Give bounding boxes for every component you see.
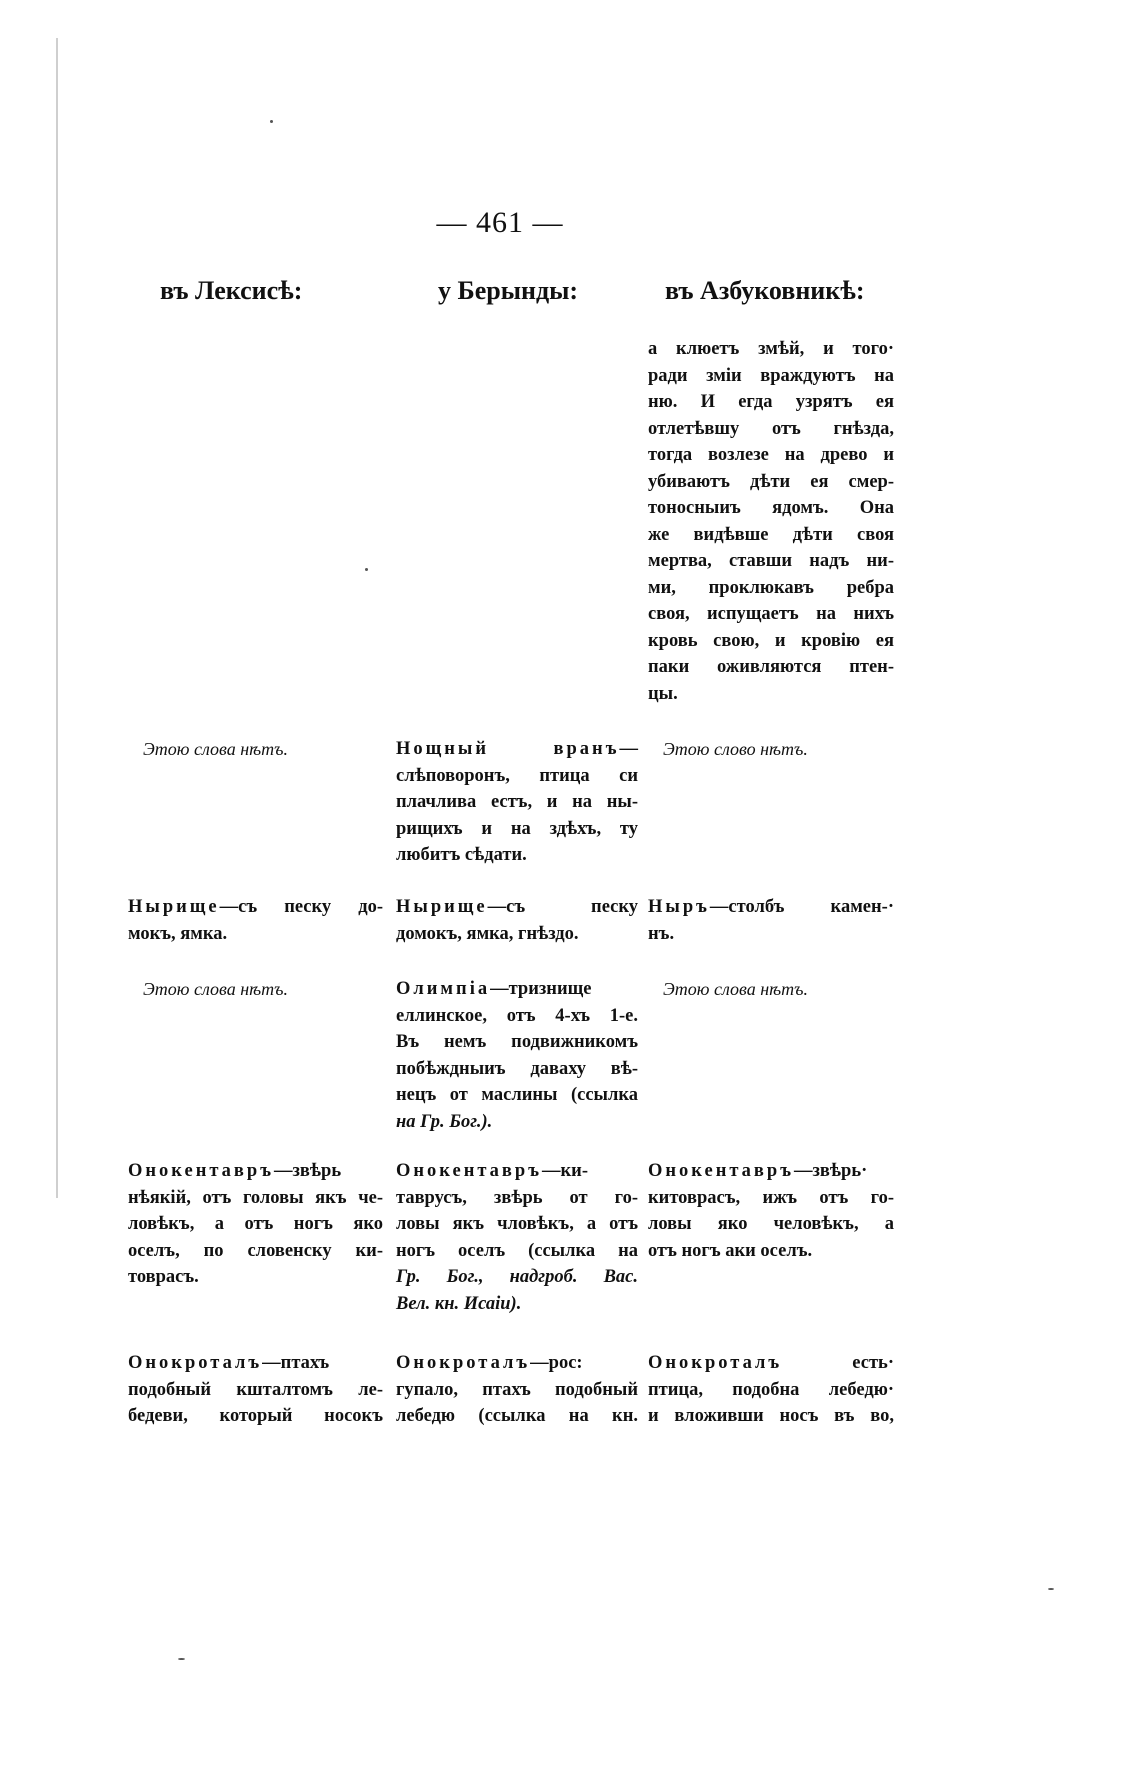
text-line: ногъ оселъ (ссылка на bbox=[396, 1240, 638, 1261]
header-lexis: въ Лексисѣ: bbox=[160, 276, 303, 305]
text-line bbox=[128, 1350, 383, 1377]
entry-headword: Онокентавръ bbox=[648, 1161, 794, 1181]
text-line: ловѣкъ, а отъ ногъ яко bbox=[128, 1214, 383, 1234]
reference-note: Вел. кн. Исаiи). bbox=[396, 1293, 522, 1314]
text-fragment: —ки- bbox=[542, 1161, 588, 1181]
text-line: еллинское, отъ 4-хъ 1-е. bbox=[396, 1005, 638, 1026]
text-line: таврусъ, звѣрь от го- bbox=[396, 1187, 638, 1208]
entry-azbukovnik-continuation bbox=[648, 336, 894, 707]
text-line: кровь свою, и кровiю ея bbox=[648, 630, 894, 651]
text-fragment: —звѣрь bbox=[274, 1161, 342, 1181]
text-line: а клюетъ змѣй, и того· bbox=[648, 339, 894, 359]
entry-headword: Онокентавръ bbox=[396, 1161, 542, 1181]
entry-headword: Нощный вранъ bbox=[396, 739, 620, 759]
entry-azbukovnik-onokrotal bbox=[648, 1350, 894, 1430]
entry-beryndy-onokentavr bbox=[396, 1158, 638, 1317]
entry-azbukovnik-absent: Этою слово нѣтъ. bbox=[663, 739, 808, 759]
scan-speck bbox=[270, 120, 273, 123]
text-line: подобный кшталтомъ ле- bbox=[128, 1379, 383, 1400]
scan-speck bbox=[178, 1658, 185, 1660]
entry-lexis-nyrishche bbox=[128, 894, 383, 947]
entry-lexis-onokentavr bbox=[128, 1158, 383, 1291]
scan-speck bbox=[1048, 1588, 1054, 1590]
text-line: паки оживляются птен- bbox=[648, 657, 894, 677]
entry-headword: Онокроталъ bbox=[396, 1353, 531, 1373]
entry-headword: Онокроталъ bbox=[128, 1353, 263, 1373]
text-fragment: —рос: bbox=[530, 1353, 583, 1373]
text-line: любитъ сѣдати. bbox=[396, 845, 527, 865]
text-line: товрасъ. bbox=[128, 1267, 199, 1287]
entry-lexis-absent: Этою слова нѣтъ. bbox=[143, 739, 289, 759]
text-fragment: —птахъ bbox=[262, 1353, 330, 1373]
text-line: отлетѣвшу отъ гнѣзда, bbox=[648, 418, 894, 439]
text-line: побѣждныиъ даваху вѣ- bbox=[396, 1058, 638, 1079]
entry-beryndy-noshchny-vran bbox=[396, 736, 638, 869]
scan-speck bbox=[365, 568, 368, 571]
entry-lexis-absent: Этою слова нѣтъ. bbox=[143, 979, 289, 999]
entry-headword: Нырище bbox=[128, 897, 220, 917]
entry-beryndy-nyrishche bbox=[396, 894, 638, 947]
text-line: же видѣвше дѣти своя bbox=[648, 524, 894, 545]
text-line: ради змiи враждуютъ на bbox=[648, 365, 894, 386]
text-line: оселъ, по словенску ки- bbox=[128, 1240, 383, 1261]
text-line: китоврасъ, ижъ отъ го- bbox=[648, 1187, 894, 1208]
text-line: домокъ, ямка, гнѣздо. bbox=[396, 923, 579, 944]
header-azbukovnik: въ Азбуковникѣ: bbox=[665, 276, 865, 305]
entry-azbukovnik-absent: Этою слова нѣтъ. bbox=[663, 979, 809, 999]
text-line: слѣповоронъ, птица си bbox=[396, 765, 638, 786]
text-line: лебедю (ссылка на кн. bbox=[396, 1406, 638, 1426]
text-line: мокъ, ямка. bbox=[128, 923, 228, 944]
text-line: отъ ногъ аки оселъ. bbox=[648, 1240, 813, 1261]
text-fragment: —съ песку до- bbox=[219, 897, 383, 917]
text-line: рищихъ и на здѣхъ, ту bbox=[396, 818, 638, 839]
text-line: мертва, ставши надъ ни- bbox=[648, 551, 894, 571]
text-line: ловы якъ чловѣкъ, а отъ bbox=[396, 1214, 638, 1234]
entry-azbukovnik-nyr bbox=[648, 894, 894, 947]
text-line: и вложивши носъ въ во, bbox=[648, 1406, 894, 1426]
text-fragment: —звѣрь· bbox=[794, 1161, 868, 1181]
text-fragment: —съ песку bbox=[487, 897, 638, 917]
text-line bbox=[396, 1350, 638, 1377]
text-line: плачлива естъ, и на ны- bbox=[396, 792, 638, 812]
text-line bbox=[396, 736, 638, 763]
text-line bbox=[396, 976, 638, 1003]
reference-note: Гр. Бог., надгроб. Вас. bbox=[396, 1267, 638, 1287]
text-line: цы. bbox=[648, 683, 678, 704]
text-line: нъ. bbox=[648, 923, 675, 944]
entry-headword: Олимпiа bbox=[396, 979, 491, 999]
text-line: убиваютъ дѣти ея смер- bbox=[648, 471, 894, 492]
text-line: ми, проклюкавъ ребра bbox=[648, 577, 894, 598]
text-line bbox=[396, 894, 638, 921]
text-line: гупало, птахъ подобный bbox=[396, 1379, 638, 1400]
entry-headword: Нырище bbox=[396, 897, 488, 917]
entry-headword: Ныръ bbox=[648, 897, 710, 917]
text-line: Въ немъ подвижникомъ bbox=[396, 1032, 638, 1052]
text-line: тоносныиъ ядомъ. Она bbox=[648, 498, 894, 518]
text-fragment: есть· bbox=[852, 1353, 894, 1373]
text-line bbox=[128, 894, 383, 921]
text-fragment: —столбъ камен-· bbox=[709, 897, 894, 917]
text-line: птица, подобна лебедю· bbox=[648, 1379, 894, 1400]
page-number: — 461 — bbox=[436, 206, 564, 239]
text-line: нецъ от маслины (ссылка bbox=[396, 1085, 638, 1105]
entry-headword: Онокроталъ bbox=[648, 1353, 783, 1373]
text-fragment: — bbox=[619, 739, 638, 759]
entry-beryndy-olimpia bbox=[396, 976, 638, 1135]
text-line bbox=[648, 1350, 894, 1377]
text-line: ловы яко человѣкъ, а bbox=[648, 1214, 894, 1234]
text-line: ню. И егда узрятъ ея bbox=[648, 392, 894, 412]
text-line: своя, испущаетъ на нихъ bbox=[648, 604, 894, 624]
text-line: бедеви, который носокъ bbox=[128, 1406, 383, 1426]
entry-beryndy-onokrotal bbox=[396, 1350, 638, 1430]
text-line bbox=[648, 1158, 894, 1185]
entry-azbukovnik-onokentavr bbox=[648, 1158, 894, 1264]
text-line bbox=[396, 1158, 638, 1185]
text-line: нѣякiй, отъ головы якъ че- bbox=[128, 1187, 383, 1208]
text-line: тогда возлезе на древо и bbox=[648, 445, 894, 465]
text-fragment: —тризнище bbox=[490, 979, 592, 999]
reference-note: на Гр. Бог.). bbox=[396, 1111, 493, 1132]
header-beryndy: у Берынды: bbox=[438, 276, 579, 305]
entry-headword: Онокентавръ bbox=[128, 1161, 274, 1181]
text-line bbox=[648, 894, 894, 921]
text-line bbox=[128, 1158, 383, 1185]
entry-lexis-onokrotal bbox=[128, 1350, 383, 1430]
